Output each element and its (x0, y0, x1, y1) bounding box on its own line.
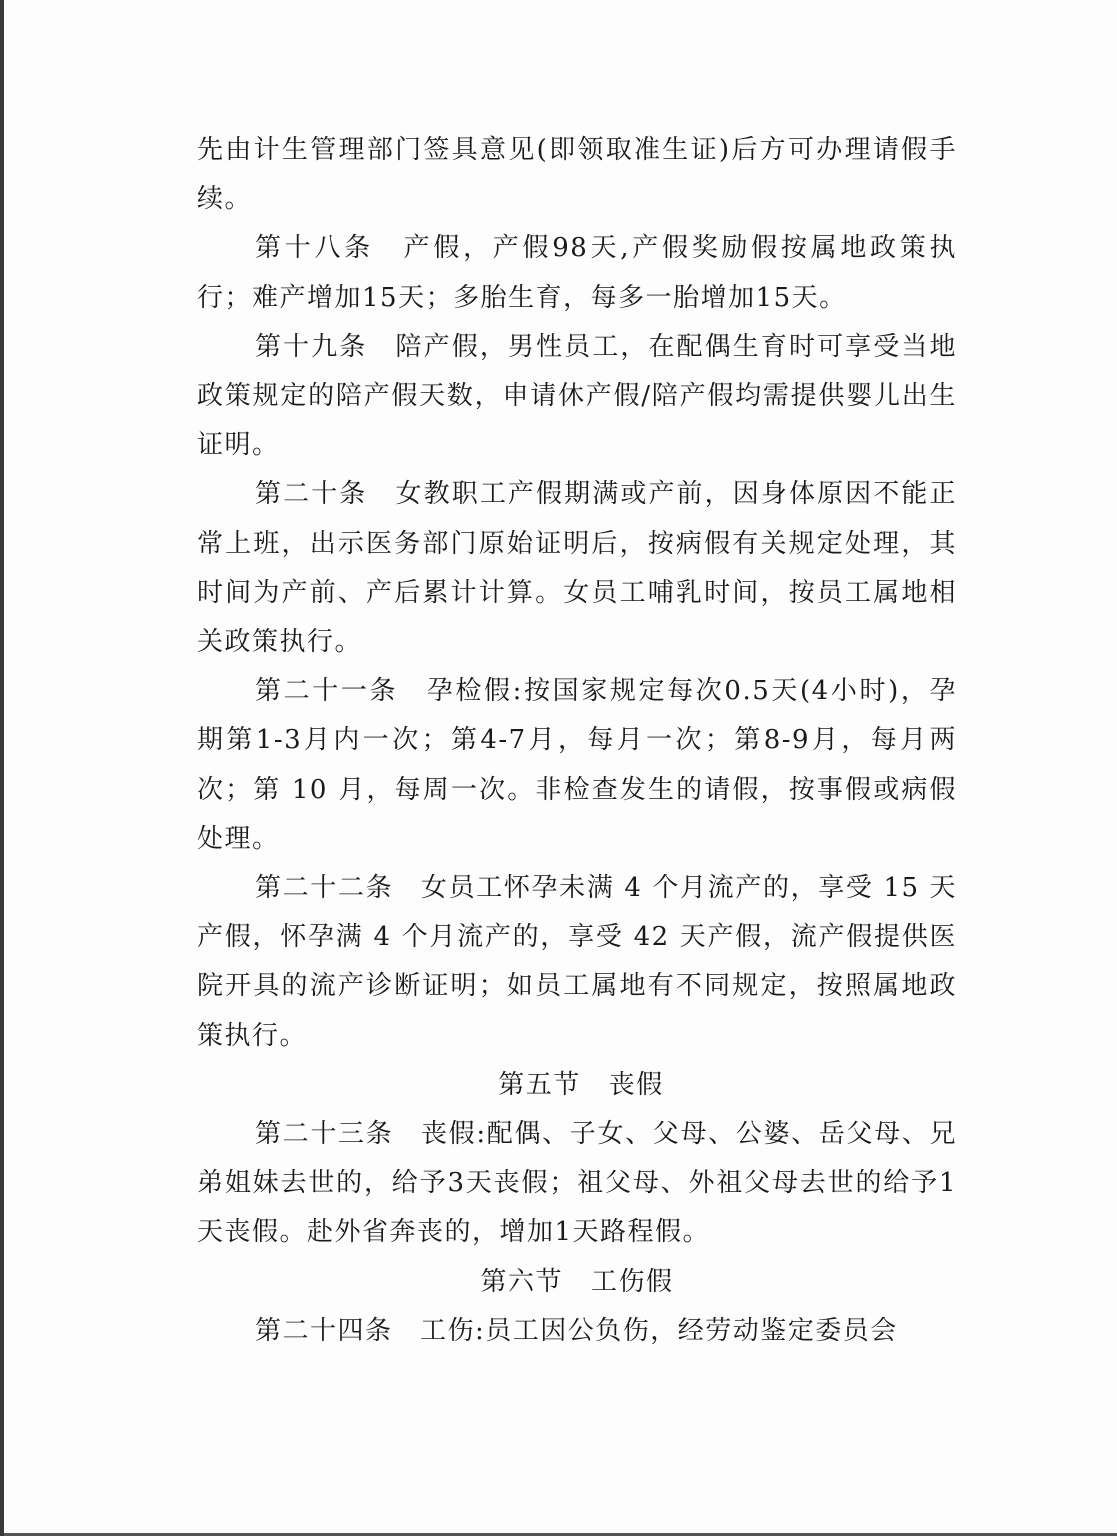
article-18: 第十八条 产假，产假98天,产假奖励假按属地政策执行；难产增加15天；多胎生育，每多一胎增加15天。 (197, 233, 957, 313)
section-6-title: 工伤假 (591, 1266, 674, 1297)
document-body (197, 126, 957, 1356)
section-heading-6 (197, 1258, 957, 1307)
section-6-number: 第六节 (480, 1266, 563, 1297)
article-24: 第二十四条 工伤:员工因公负伤，经劳动鉴定委员会 (255, 1315, 898, 1346)
article-23: 第二十三条 丧假:配偶、子女、父母、公婆、岳父母、兄弟姐妹去世的，给予3天丧假；祖父母、外祖父母去世的给予1天丧假。赴外省奔丧的，增加1天路程假。 (197, 1119, 957, 1248)
section-5-number: 第五节 (498, 1069, 581, 1100)
section-5-title: 丧假 (608, 1069, 664, 1100)
section-heading-5 (197, 1061, 957, 1110)
article-22: 第二十二条 女员工怀孕未满 4 个月流产的，享受 15 天产假，怀孕满 4 个月流产的，享受 42 天产假，流产假提供医院开具的流产诊断证明；如员工属地有不同规定，按照属地政策执行。 (197, 873, 957, 1051)
article-19: 第十九条 陪产假，男性员工，在配偶生育时可享受当地政策规定的陪产假天数，申请休产假/陪产假均需提供婴儿出生证明。 (197, 331, 957, 461)
article-21: 第二十一条 孕检假:按国家规定每次0.5天(4小时)，孕期第1-3月内一次；第4-7月，每月一次；第8-9月，每月两次；第 10 月，每周一次。非检查发生的请假，按事假或病假处理。 (197, 676, 957, 854)
article-20: 第二十条 女教职工产假期满或产前，因身体原因不能正常上班，出示医务部门原始证明后，按病假有关规定处理，其时间为产前、产后累计计算。女员工哺乳时间，按员工属地相关政策执行。 (197, 479, 957, 658)
paragraph-continued: 先由计生管理部门签具意见(即领取准生证)后方可办理请假手续。 (197, 135, 957, 215)
